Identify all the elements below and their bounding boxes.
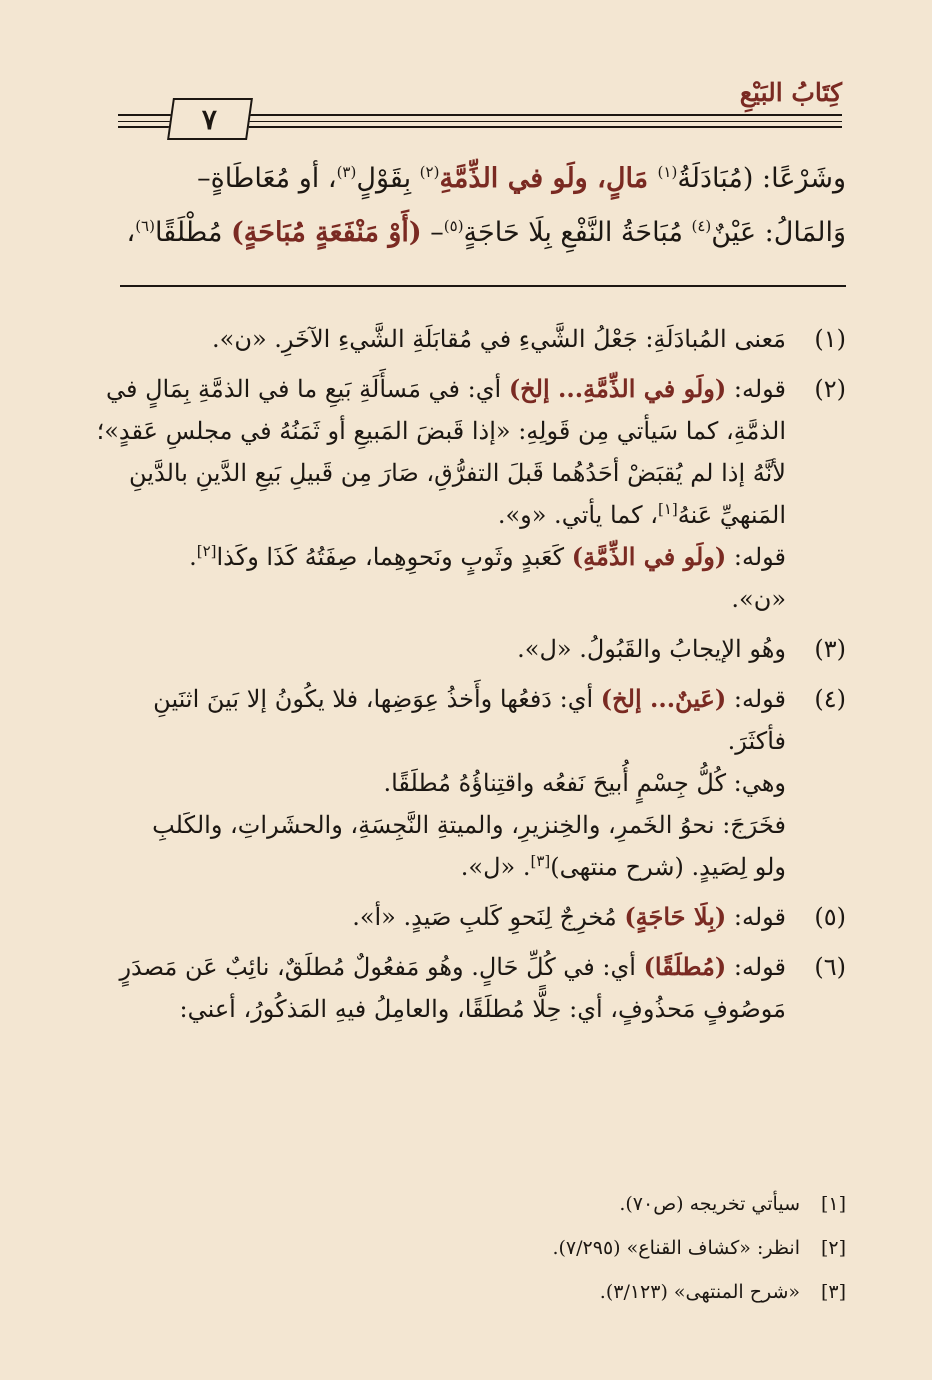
main-text-span: ، أو مُعَاطَاةٍ–	[197, 163, 337, 194]
note-4	[118, 678, 846, 888]
highlight-text: (بِلَا حَاجَةٍ)	[624, 902, 727, 931]
note-text: ، كما يأتي. «و».	[497, 501, 658, 529]
note-text: قوله:	[726, 953, 786, 981]
book-title: كِتَابُ البَيْعِ	[739, 78, 842, 107]
main-line	[118, 152, 846, 206]
note-5	[118, 896, 846, 938]
note-text: قوله:	[726, 543, 786, 571]
note-line	[118, 946, 786, 988]
note-text: ولو لِصَيدٍ. (شرح منتهى)	[550, 853, 786, 881]
footnote-ref: [٢]	[196, 542, 217, 560]
note-text: قوله:	[726, 903, 786, 931]
note-ref: (٤)	[691, 217, 712, 235]
note-number: (٢)	[814, 375, 846, 403]
note-text: . «ل».	[460, 853, 531, 881]
note-line: وهي: كُلُّ جِسْمٍ أُبيحَ نَفعُه واقتِناؤُهُ مُطلَقًا.	[383, 769, 786, 797]
highlight-text: (عَينٌ... إلخ)	[600, 684, 727, 713]
main-text-span: وَالمَالُ: عَيْنٌ	[711, 217, 846, 248]
note-text: كَعَبدٍ وثَوبٍ ونَحوِهِما، صِفَتُهُ كَذَا وكَذا	[216, 543, 572, 571]
footnote-item	[300, 1270, 846, 1314]
note-line	[118, 896, 786, 938]
note-line: لأنَّهُ إذا لم يُقبَضْ أحَدُهُما قَبلَ التفرُّقِ، صَارَ مِن قَبيلِ بَيعِ الدَّينِ بالدَّينِ	[129, 459, 786, 487]
note-text: قوله:	[726, 685, 786, 713]
note-text: أي: دَفعُها وأَخذُ عِوَضِها، فلا يكُونُ إلا بَينَ اثنَينِ	[153, 685, 601, 713]
note-text: .	[189, 543, 197, 571]
note-number: (٦)	[814, 953, 846, 981]
highlight-text: (ولَو في الذِّمَّةِ... إلخ)	[508, 374, 727, 403]
note-text: أي: في مَسأَلَةِ بَيعِ ما في الذمَّةِ بِمَالٍ في	[105, 375, 509, 403]
note-text: المَنهيِّ عَنهُ	[677, 501, 786, 529]
footnotes	[300, 1182, 846, 1314]
note-ref: (١)	[657, 163, 678, 181]
note-line: وهُو الإيجابُ والقَبُولُ. «ل».	[517, 635, 786, 663]
footnote-text: «شرح المنتهى» (٣/١٢٣).	[599, 1281, 800, 1303]
main-text-span: وشَرْعًا: (مُبَادَلَةُ	[677, 163, 846, 194]
main-line	[118, 206, 846, 260]
note-6	[118, 946, 846, 1030]
page-number-box	[167, 98, 253, 140]
note-number: (١)	[814, 325, 846, 353]
note-2	[96, 368, 846, 620]
page-header	[118, 72, 842, 138]
note-number: (٥)	[814, 903, 846, 931]
footnote-ref: [٣]	[530, 852, 551, 870]
note-line: فخَرَجَ: نحوُ الخَمرِ، والخِنزيرِ، والميتةِ النَّجِسَةِ، والحشَراتِ، والكَلبِ	[152, 811, 786, 839]
note-line	[105, 368, 786, 410]
main-text-span: مُبَاحَةُ النَّفْعِ بِلَا حَاجَةٍ	[463, 217, 692, 248]
footnote-text: انظر: «كشاف القناع» (٧/٢٩٥).	[552, 1237, 800, 1259]
main-text-span: بِقَوْلٍ	[356, 163, 420, 194]
highlight-text: (مُطلَقًا)	[643, 952, 727, 981]
highlight-text: ولَو في الذِّمَّةِ	[439, 163, 588, 194]
note-1	[118, 318, 846, 360]
note-line: مَوصُوفٍ مَحذُوفٍ، أي: حِلًّا مُطلَقًا، والعامِلُ فيهِ المَذكُورُ، أعني:	[179, 995, 786, 1023]
footnote-mark: [١]	[820, 1193, 846, 1215]
main-text-span: –	[421, 217, 444, 248]
footnote-mark: [٣]	[820, 1281, 846, 1303]
footnote-item	[300, 1182, 846, 1226]
note-text: مُخرِجٌ لِنَحوِ كَلبِ صَيدٍ. «أ».	[352, 903, 625, 931]
page-number: ٧	[202, 102, 218, 136]
note-ref: (٦)	[135, 217, 155, 235]
note-line: فأكثَرَ.	[727, 727, 786, 755]
note-3	[118, 628, 846, 670]
note-ref: (٢)	[419, 163, 440, 181]
main-text-span: مُطْلَقًا	[154, 217, 231, 248]
note-line	[118, 494, 786, 536]
note-line: مَعنى المُبادَلَةِ: جَعْلُ الشَّيءِ في مُقابَلَةِ الشَّيءِ الآخَرِ. «ن».	[212, 325, 786, 353]
note-line: الذمَّةِ، كما سَيأتي مِن قَولِهِ: «إذا قَبضَ المَبيعِ أو ثَمَنُهُ في مجلسِ عَقدٍ»؛	[96, 417, 786, 445]
note-ref: (٥)	[443, 217, 464, 235]
highlight-text: (أَوْ مَنْفَعَةٍ مُبَاحَةٍ)	[231, 217, 422, 248]
footnote-item	[300, 1226, 846, 1270]
note-text: قوله:	[726, 375, 786, 403]
note-text: أي: في كُلِّ حَالٍ. وهُو مَفعُولٌ مُطلَقٌ، نائِبٌ عَن مَصدَرٍ	[119, 953, 644, 981]
main-text	[118, 152, 846, 260]
highlight-text: مَالٍ،	[587, 163, 658, 194]
commentary-notes	[96, 318, 846, 1030]
note-ref: (٣)	[336, 163, 357, 181]
note-line	[118, 678, 786, 720]
section-divider	[120, 285, 846, 287]
note-line: «ن».	[731, 585, 786, 613]
note-number: (٤)	[814, 685, 846, 713]
main-text-span: ،	[126, 217, 136, 248]
footnote-text: سيأتي تخريجه (ص٧٠).	[619, 1193, 800, 1215]
footnote-mark: [٢]	[820, 1237, 846, 1259]
footnote-ref: [١]	[657, 500, 678, 518]
note-line	[118, 846, 786, 888]
note-line	[118, 536, 786, 578]
note-number: (٣)	[814, 635, 846, 663]
highlight-text: (ولَو في الذِّمَّةِ)	[571, 542, 727, 571]
